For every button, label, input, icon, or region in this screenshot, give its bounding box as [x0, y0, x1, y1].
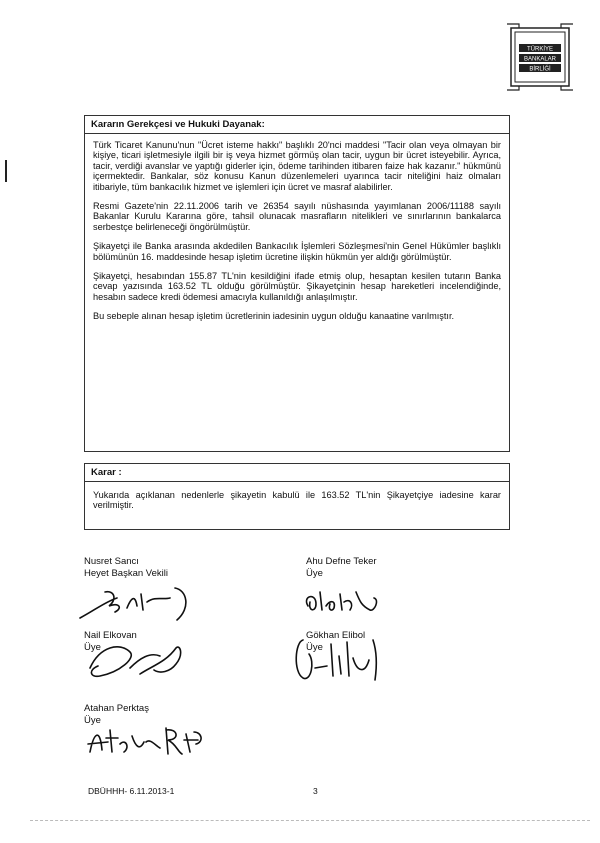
signature-image — [285, 632, 395, 687]
reasoning-paragraph: Resmi Gazete'nin 22.11.2006 tarih ve 26354 sayılı nüshasında yayımlanan 2006/11188 sayılı Bakanlar Kurulu Kararına göre, tahsil olunacak masrafların nitelikleri ve sınırlarının bankalarca serbestçe belirleneceği öngörülmüştür. — [93, 201, 501, 232]
signatory-name: Atahan Perktaş — [84, 703, 149, 714]
svg-text:BİRLİĞİ: BİRLİĞİ — [529, 66, 551, 73]
signature-image — [80, 638, 200, 683]
signatory-name: Nusret Sancı — [84, 556, 139, 567]
signatory-name: Gökhan Elibol — [306, 630, 366, 641]
signature-image — [82, 722, 212, 762]
reasoning-paragraph: Türk Ticaret Kanunu'nun "Ücret isteme hakkı" başlıklı 20'nci maddesi "Tacir olan veya olmayan bir kişiye, ticari işletmesiyle ilgili bir iş veya hizmet görmüş olan tacir, uygun bir ücret isteyebilir. Ayrıca, tacir, verdiği avanslar ve yaptığı giderler için, ödeme tarihinden itibaren faize hak kazanır." hükmünü içermektedir. Bankalar, söz konusu Kanun düzenlemeleri uyarınca tacir niteliğini haiz olmaları itibariyle, tüm bankacılık hizmet ve işlemleri için ücret ve masraf alabilirler. — [93, 140, 501, 192]
signatory-block — [84, 556, 168, 580]
signatory-name: Nail Elkovan — [84, 630, 137, 641]
signatory-role: Heyet Başkan Vekili — [84, 568, 168, 579]
signatory-role: Üye — [84, 642, 101, 653]
svg-text:TÜRKİYE: TÜRKİYE — [526, 46, 554, 53]
reasoning-paragraph: Şikayetçi ile Banka arasında akdedilen Bankacılık İşlemleri Sözleşmesi'nin Genel Hükümler başlıklı bölümünün 16. maddesinde hesap işletim ücretine ilişkin hükmün yer aldığı görülmüştür. — [93, 241, 501, 262]
signatory-role: Üye — [306, 642, 323, 653]
decision-section — [84, 463, 510, 530]
signatory-role: Üye — [306, 568, 323, 579]
reasoning-section — [84, 115, 510, 452]
reasoning-paragraph: Şikayetçi, hesabından 155.87 TL'nin kesildiğini ifade etmiş olup, hesaptan kesilen tutarın Banka cevap yazısında 163.52 TL olduğu görülmüştür. Şikayetçinin hesap hareketleri incelendiğinde, hesabın sadece kredi ödemesi amacıyla kullanıldığı anlaşılmıştır. — [93, 271, 501, 302]
decision-text: Yukarıda açıklanan nedenlerle şikayetin kabulü ile 163.52 TL'nin Şikayetçiye iadesine karar verilmiştir. — [93, 490, 501, 511]
page-number: 3 — [313, 786, 318, 796]
decision-heading: Karar : — [85, 464, 509, 482]
page-bottom-rule — [30, 820, 590, 821]
document-code: DBÜHHH- 6.11.2013-1 — [88, 786, 175, 796]
signatory-role: Üye — [84, 715, 101, 726]
signatory-name: Ahu Defne Teker — [306, 556, 377, 567]
reasoning-paragraph: Bu sebeple alınan hesap işletim ücretlerinin iadesinin uygun olduğu kanaatine varılmıştır. — [93, 311, 455, 322]
bank-association-logo — [505, 22, 575, 92]
reasoning-heading: Kararın Gerekçesi ve Hukuki Dayanak: — [85, 116, 509, 134]
margin-mark — [5, 160, 7, 182]
signature-image — [75, 580, 205, 625]
svg-text:BANKALAR: BANKALAR — [523, 56, 557, 63]
signatory-block — [306, 556, 377, 580]
signature-image — [300, 582, 400, 622]
